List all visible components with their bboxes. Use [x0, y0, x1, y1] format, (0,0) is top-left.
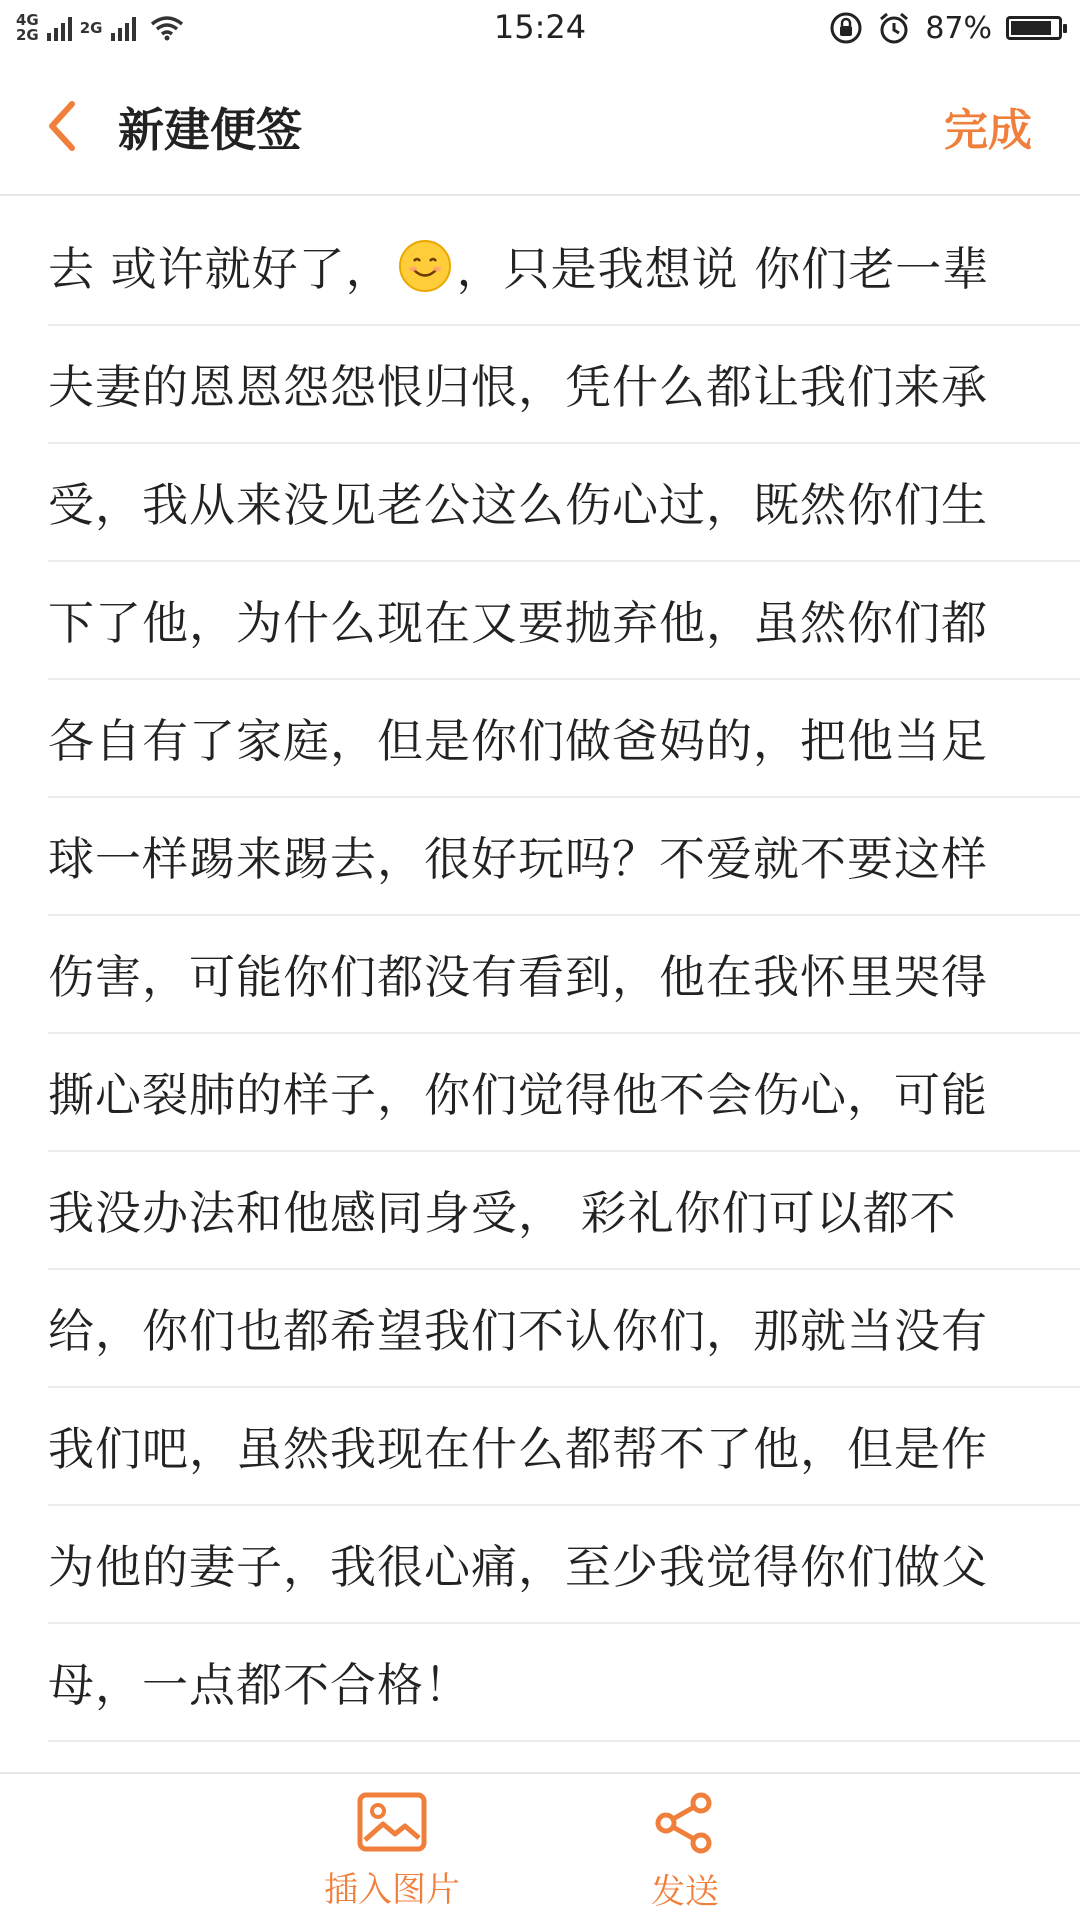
status-right	[829, 8, 1062, 48]
note-line: 母，一点都不合格！	[48, 1624, 1080, 1742]
image-icon	[357, 1792, 427, 1852]
note-line: 下了他，为什么现在又要抛弃他，虽然你们都	[48, 562, 1080, 680]
alarm-icon	[877, 11, 911, 45]
note-line: 给，你们也都希望我们不认你们，那就当没有	[48, 1270, 1080, 1388]
status-bar	[0, 0, 1080, 56]
note-line: 为他的妻子，我很心痛，至少我觉得你们做父	[48, 1506, 1080, 1624]
smiling-face-emoji-icon	[399, 240, 451, 292]
network-label-2g-second: 2G	[79, 18, 103, 37]
note-line: 我们吧，虽然我现在什么都帮不了他，但是作	[48, 1388, 1080, 1506]
note-line-text: 去 或许就好了，	[48, 242, 393, 296]
status-time: 15:24	[493, 8, 587, 46]
page-title: 新建便签	[118, 103, 302, 157]
done-button[interactable]: 完成	[944, 105, 1032, 156]
note-line	[48, 208, 1080, 326]
note-line: 夫妻的恩恩怨怨恨归恨，凭什么都让我们来承	[48, 326, 1080, 444]
note-line: 各自有了家庭，但是你们做爸妈的，把他当足	[48, 680, 1080, 798]
network-label-4g: 4G	[16, 11, 39, 29]
note-editor[interactable]	[0, 208, 1080, 1742]
back-chevron-icon[interactable]	[40, 98, 86, 154]
network-label-2g: 2G	[16, 26, 39, 44]
app-header	[0, 56, 1080, 196]
note-line: 球一样踢来踢去，很好玩吗？不爱就不要这样	[48, 798, 1080, 916]
battery-icon	[1006, 16, 1062, 40]
insert-image-label: 插入图片	[324, 1870, 460, 1910]
send-button[interactable]	[565, 1792, 805, 1913]
battery-percent: 87%	[925, 10, 992, 46]
bottom-toolbar	[0, 1772, 1080, 1920]
share-icon	[653, 1792, 717, 1854]
rotation-lock-icon	[829, 11, 863, 45]
insert-image-button[interactable]	[272, 1792, 512, 1911]
note-line-text: ，只是我想说 你们老一辈	[456, 242, 990, 296]
note-line: 受，我从来没见老公这么伤心过，既然你们生	[48, 444, 1080, 562]
send-label: 发送	[651, 1872, 719, 1912]
note-line: 撕心裂肺的样子，你们觉得他不会伤心，可能	[48, 1034, 1080, 1152]
note-line: 我没办法和他感同身受， 彩礼你们可以都不	[48, 1152, 1080, 1270]
note-line: 伤害，可能你们都没有看到，他在我怀里哭得	[48, 916, 1080, 1034]
battery-fill	[1011, 21, 1051, 35]
